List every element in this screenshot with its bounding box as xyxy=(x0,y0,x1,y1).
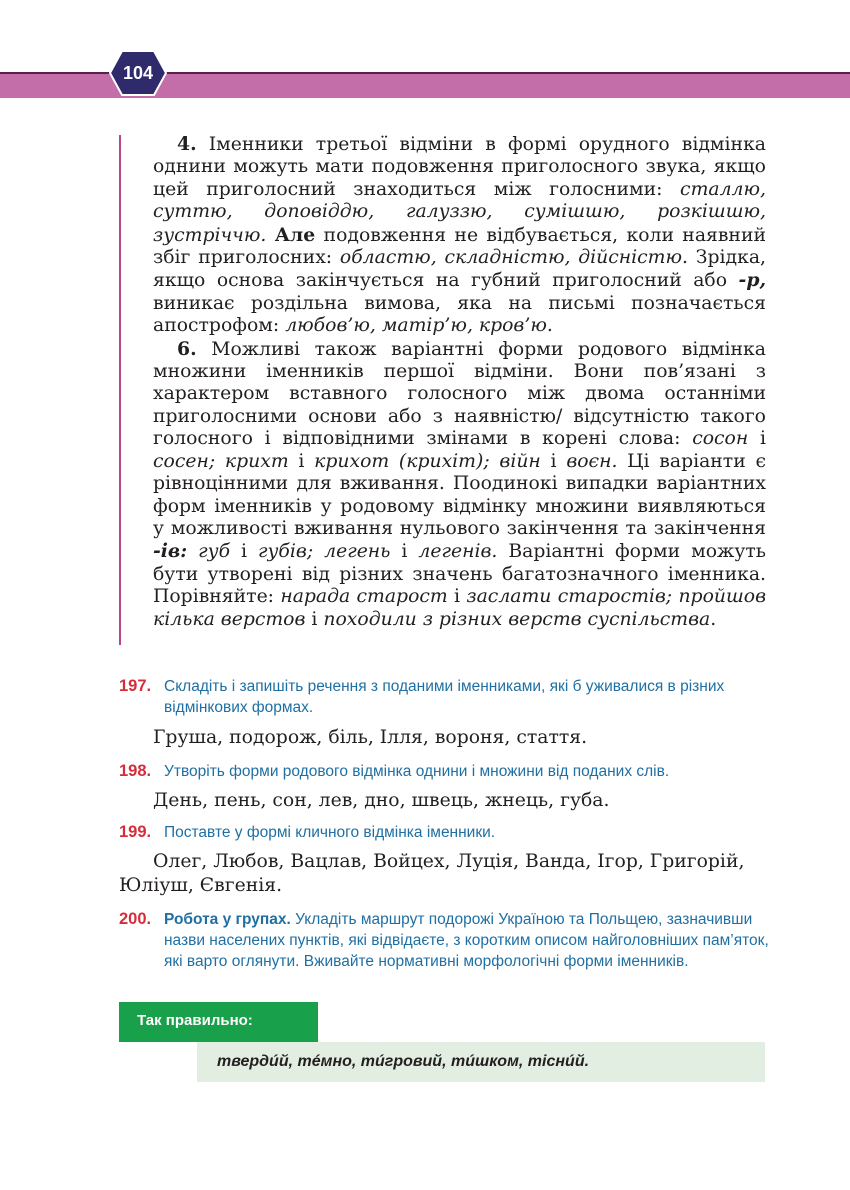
text: Іменники третьої відміни в формі орудного відмінка однини можуть мати подовження приголосного звука, якщо цей приголосний знаходиться між голосними: xyxy=(153,134,766,200)
exercise-words: Олег, Любов, Вацлав, Войцех, Луція, Ванда, Ігор, Григорій, Юліуш, Євгенія. xyxy=(119,851,745,896)
exercise-199 xyxy=(119,822,769,843)
rule-label: Так правильно: xyxy=(119,1002,318,1042)
text: і xyxy=(390,541,419,563)
text: Ці варіанти є рівноцінними для вживання. Поодинокі випадки варіантних форм іменників у родовому відмінку множини виявляються у можливості вживання нульового закінчення та закінчення xyxy=(153,450,766,539)
text: виникає роздільна вимова, яка на письмі позначається апострофом: xyxy=(153,292,766,337)
page-number: 104 xyxy=(122,63,154,83)
text: і xyxy=(230,541,259,563)
example: легенів. xyxy=(418,541,498,563)
emphasis: Але xyxy=(274,223,316,246)
exercise-number: 198. xyxy=(119,762,152,780)
text: Варіантні форми можуть бути утворені від різних значень багатозначного іменника. Порівняйте: xyxy=(153,541,766,608)
exercise-lead: Робота у групах. xyxy=(164,911,291,928)
exercise-words: Груша, подорож, біль, Ілля, вороня, стаття. xyxy=(153,727,588,748)
exercise-number: 197. xyxy=(119,677,152,695)
text: . xyxy=(710,608,717,630)
paragraph-number: 6. xyxy=(177,337,197,360)
example: сосон xyxy=(692,428,749,450)
text: і xyxy=(540,450,567,472)
text: подовження не відбувається, коли наявний збіг приголосних: xyxy=(153,224,766,269)
example: походили з різних верств суспільства xyxy=(323,608,711,630)
page-number-badge xyxy=(108,49,168,97)
rule-text: твердúй, тéмно, тúгровий, тúшком, тіснúй. xyxy=(197,1042,765,1082)
exercise-task: Поставте у формі кличного відмінка іменники. xyxy=(164,824,496,841)
emphasis: -р, xyxy=(738,269,766,292)
example: областю, складністю, дійсністю. xyxy=(339,247,688,269)
text: Зрідка, якщо основа закінчується на губний приголосний або xyxy=(153,247,766,292)
exercise-task: Складіть і запишіть речення з поданими іменниками, які б уживалися в різних відмінкових формах. xyxy=(164,678,725,716)
exercise-task xyxy=(164,909,769,972)
exercise-task: Утворіть форми родового відмінка однини і множини від поданих слів. xyxy=(164,763,670,780)
theory-paragraph-4 xyxy=(153,133,766,338)
exercise-198 xyxy=(119,761,769,782)
text: і xyxy=(748,428,766,450)
example: сосен; крихт xyxy=(153,450,289,472)
exercise-task-text: Укладіть маршрут подорожі Україною та Польщею, зазначивши назви населених пунктів, які відвідаєте, з коротким описом найголовніших пам’яток, які варто оглянути. Вживайте нормативні морфологічні форми іменників. xyxy=(164,911,769,970)
exercise-words: День, пень, сон, лев, дно, швець, жнець, губа. xyxy=(153,790,610,811)
example: губів; легень xyxy=(258,541,391,563)
example: сталлю, суттю, доповіддю, галуззю, сумішшю, розкішшю, зустріччю. xyxy=(153,178,766,246)
example: крихот (крихіт); війн xyxy=(314,450,541,472)
section-rule xyxy=(119,135,121,645)
example: заслати старостів; пройшов кілька верстов xyxy=(153,586,767,630)
emphasis: -ів: xyxy=(153,540,188,563)
exercise-200 xyxy=(119,909,769,972)
exercise-197 xyxy=(119,676,769,718)
theory-section xyxy=(153,133,766,631)
text: і xyxy=(305,608,324,630)
text: Можливі також варіантні форми родового відмінка множини іменників першої відміни. Вони пов’язані з характером вставного голосного між двома останніми приголосними основи або з наявністю/ відсутністю такого голосного і відповідними змінами в корені слова: xyxy=(153,338,766,450)
text: і xyxy=(288,450,315,472)
exercise-number: 200. xyxy=(119,910,152,928)
text: і xyxy=(447,586,467,608)
example: губ xyxy=(187,541,231,563)
example: воєн. xyxy=(566,450,618,472)
exercise-number: 199. xyxy=(119,823,152,841)
example: нарада старост xyxy=(280,586,448,608)
example: любов’ю, матір’ю, кров’ю. xyxy=(285,315,553,337)
paragraph-number: 4. xyxy=(177,133,197,155)
theory-paragraph-6 xyxy=(153,338,766,631)
